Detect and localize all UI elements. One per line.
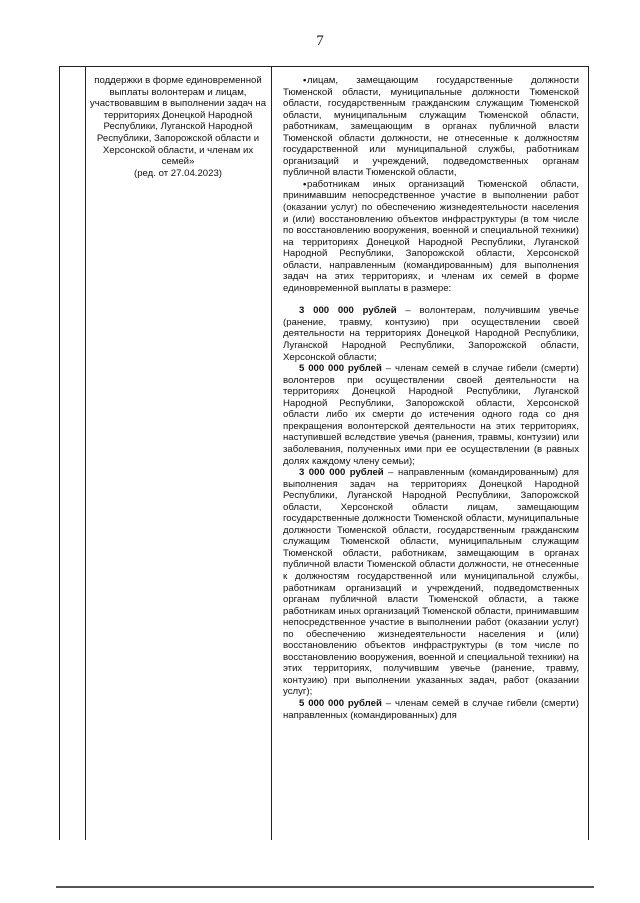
- edition-note: (ред. от 27.04.2023): [134, 167, 222, 179]
- payment-amount: 3 000 000 рублей: [299, 305, 397, 317]
- left-cell-text: поддержки в форме единовременной выплаты волонтерам и лицам, участвовавшим в выполнении задач на территориях Донецкой Народной Республики, Луганской Народной Республики, Запорожской области и Херсонской области, и членам их семей»: [89, 75, 267, 168]
- left-cell: [88, 75, 268, 179]
- payment-amount: 5 000 000 рублей: [299, 697, 382, 709]
- payment-item: 5 000 000 рублей – членам семей в случае гибели (смерти) волонтеров при осуществлении своей деятельности на территориях Донецкой Народной Республики, Луганской Народной Республики, Запорожской области, Херсонской области либо их смерти до истечения одного года со дня прекращения волонтерской деятельности на этих территориях, наступившей вследствие увечья (ранения, травмы, контузии) или заболевания, полученных ими при ее осуществлении (в равных долях каждому члену семьи);: [283, 363, 579, 467]
- payment-amount: 5 000 000 рублей: [299, 363, 382, 375]
- page-number: 7: [316, 33, 324, 49]
- right-cell: [283, 75, 579, 721]
- bullet-item: •работникам иных организаций Тюменской области, принимавшим непосредственное участие в выполнении работ (оказании услуг) по обеспечению жизнедеятельности населения и (или) восстановлению объектов инфраструктуры (в том числе по восстановлению вооружения, военной и специальной техники) на территориях Донецкой Народной Республики, Луганской Народной Республики, Запорожской области, Херсонской области, направленным (командированным) для выполнения задач на этих территориях, и членам их семей в форме единовременной выплаты в размере:: [283, 178, 579, 294]
- footer-rule: [56, 886, 594, 888]
- payment-item: 5 000 000 рублей – членам семей в случае гибели (смерти) направленных (командированных) для: [283, 697, 579, 721]
- bullet-item: •лицам, замещающим государственные должности Тюменской области, муниципальные должности Тюменской области, государственным гражданским служащим Тюменской области, муниципальным служащим Тюменской области, работникам, замещающим в органах публичной власти Тюменской области должности, не отнесенные к должностям государственной или муниципальной службы, работникам организаций и учреждений, подведомственных органам публичной власти Тюменской области,: [283, 75, 579, 179]
- payment-amount: 3 000 000 рублей: [299, 467, 384, 479]
- payment-item: 3 000 000 рублей – волонтерам, получившим увечье (ранение, травму, контузию) при осуществлении своей деятельности на территориях Донецкой Народной Республики, Луганской Народной Республики, Запорожской области, Херсонской области;: [283, 305, 579, 363]
- bullet-icon: •: [303, 75, 307, 86]
- column-divider: [85, 67, 86, 840]
- payment-item: 3 000 000 рублей – направленным (командированным) для выполнения задач на территориях Донецкой Народной Республики, Луганской Народной Республики, Запорожской области, Херсонской области лицам, замещающим государственные должности Тюменской области, муниципальные должности Тюменской области, государственным гражданским служащим Тюменской области, муниципальным служащим Тюменской области, работникам, замещающим в органах публичной власти Тюменской области должности, не отнесенные к должностям государственной или муниципальной службы, работникам организаций и учреждений, подведомственных органам публичной власти Тюменской области, а также работникам иных организаций Тюменской области, принимавшим непосредственное участие в выполнении работ (оказании услуг) по обеспечению жизнедеятельности населения и (или) восстановлению объектов инфраструктуры (в том числе по восстановлению вооружения, военной и специальной техники) на этих территориях, получившим увечье (ранение, травму, контузию) при выполнении указанных задач, работ (оказании услуг);: [283, 467, 579, 698]
- document-table: [59, 66, 589, 840]
- bullet-icon: •: [303, 178, 307, 190]
- column-divider: [271, 67, 272, 840]
